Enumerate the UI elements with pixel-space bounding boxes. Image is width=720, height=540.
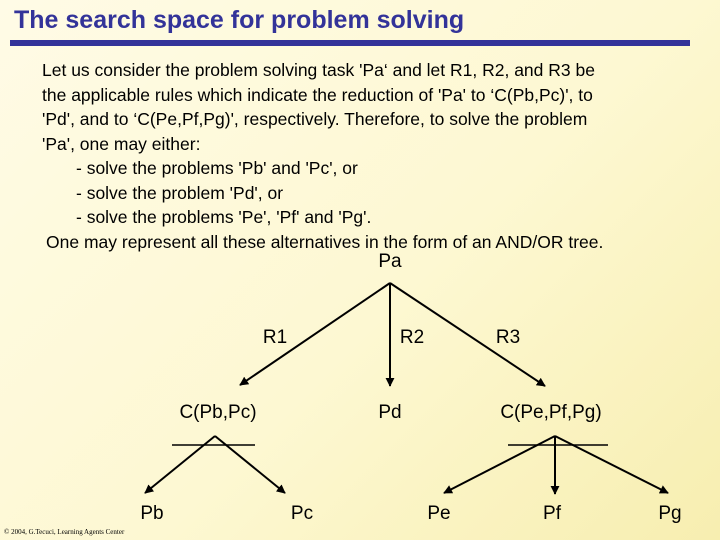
paragraph-line: the applicable rules which indicate the reduction of 'Pa' to ‘C(Pb,Pc)', to [42, 84, 593, 105]
copyright-notice: © 2004, G.Tecuci, Learning Agents Center [4, 528, 125, 536]
node-pb: Pb [140, 503, 164, 524]
node-pf: Pf [543, 503, 561, 524]
rule-r3-label: R3 [495, 327, 521, 348]
node-c-pe-pf-pg: C(Pe,Pf,Pg) [500, 402, 602, 423]
node-pd: Pd [378, 402, 402, 423]
option-line: - solve the problem 'Pd', or [76, 182, 284, 203]
rule-r2-label: R2 [399, 327, 425, 348]
option-line: - solve the problems 'Pb' and 'Pc', or [76, 158, 358, 178]
paragraph-line: Let us consider the problem solving task 'Pa‘ and let R1, R2, and R3 be [42, 60, 595, 80]
option-line: - solve the problems 'Pe', 'Pf' and 'Pg'. [76, 207, 372, 227]
edge-cpepfpg-to-pg [555, 436, 668, 493]
node-pa: Pa [378, 251, 402, 272]
slide-title: The search space for problem solving [14, 6, 465, 34]
node-pg: Pg [658, 503, 682, 524]
rule-r1-label: R1 [262, 327, 288, 348]
node-c-pb-pc: C(Pb,Pc) [179, 402, 257, 423]
node-pc: Pc [290, 503, 314, 524]
paragraph-line: 'Pd', and to ‘C(Pe,Pf,Pg)', respectively. Therefore, to solve the problem [42, 109, 588, 129]
closing-line: One may represent all these alternatives in the form of an AND/OR tree. [46, 231, 604, 252]
node-pe: Pe [427, 503, 451, 524]
edge-cpepfpg-to-pe [444, 436, 555, 493]
paragraph-line: 'Pa', one may either: [42, 133, 201, 154]
